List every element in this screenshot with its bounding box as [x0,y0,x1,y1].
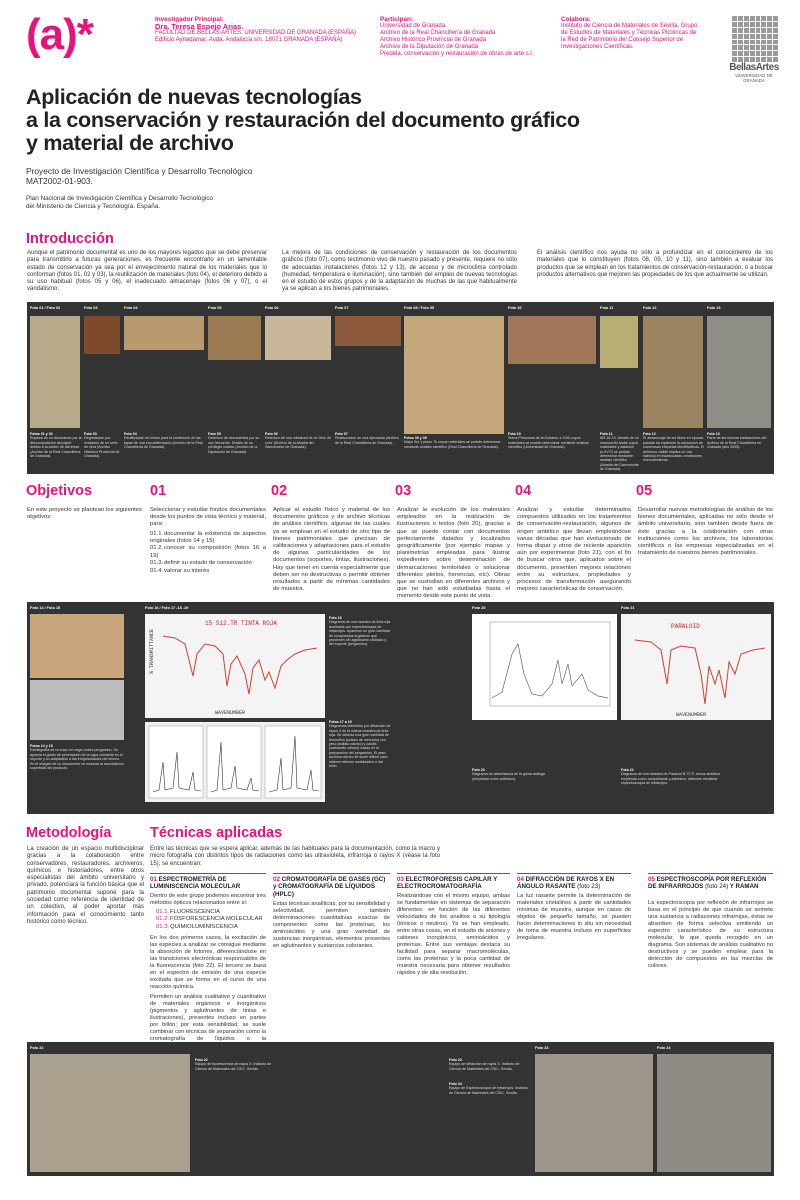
spectrum-title: 15 S12.TR TINTA ROJA [205,620,278,627]
plan [26,195,213,211]
photo-label: Foto 06 [265,306,279,310]
photo-label: Foto 23 [535,1046,549,1050]
paraloid-chart [621,614,771,720]
tecnica-01-list [156,909,266,931]
colabora-line: de Estudios de Materiales y Técnicas Pictóricas de [561,30,697,36]
photo-label: Foto 14 / Foto 15 [30,606,61,610]
photo-label: Foto 16 / Foto 17 -18 -19 [145,606,189,610]
photo-label: Foto 11 [600,306,614,310]
spectrum-svg [145,614,325,718]
photo-04 [124,316,204,350]
photo-label: Foto 20 [472,606,486,610]
photo-label: Foto 22 [30,1046,44,1050]
tecnica-01-text2: Permiten un análisis cualitativo y cuantitativo de materiales orgánicos e inorgánicos (pigmentos y aglutinantes de tintas e ilustraciones), presentes incluso en partes por billón; por esta sensibilidad, se suele combinar con técnicas de separación como la cromatografía de líquidos o la [150,994,266,1043]
caption-title: Foto 11 [600,432,613,436]
title-line: y material de archivo [26,131,234,155]
objetivo-number: 05 [636,483,653,499]
caption-text: Diagramas obtenidos por difracción de rayos X de la misma muestra de tinta roja. Se detecta una gran cantidad de bermellón (sulfuro de mercurio) con yeso (sulfato cálcico) y calcita (carbonato cálcico) usado en la preparación del pergamino. El yeso alumina cálcico se suele utilizar para obtener efectos metalizados o dar brillo. [329,724,391,769]
photo-caption [600,432,640,472]
photo-23 [535,1054,653,1172]
brand-grid-icon [732,16,778,62]
tecnica-01-intro: Dentro de este grupo podemos encontrar tres métodos ópticos relacionados entre sí: [150,893,266,906]
photo-caption [449,1058,531,1071]
photo-band-analysis [27,602,774,814]
photo-label: Foto 24 [657,1046,671,1050]
objetivo-01 [150,507,266,575]
caption-text: Estratigrafía de un trazo en negro sobre pergamino. Se aprecia el grado de penetración de la capa colorante en el soporte y su adaptación a las irregularidades del mismo. En el margen de un documento se muestra la acumulación superficial del producto. [30,748,124,771]
photo-caption [30,744,124,770]
caption-text: Deterioro de una miniatura de un 'libro de coro' (Archivo de la Abadía del Sacromonte de Granada). [265,436,332,450]
photo-22 [30,1054,190,1172]
photo-label: Foto 10 [508,306,522,310]
tecnica-03-text: Realizándose con el mismo equipo, ambas se fundamentan en sistemas de separación diferentes: en función de las diferentes velocidades de los analitos o su tipología (iónicos o neutros). Ya se han empleado, entre otras cosas, en el estudio de aniones y cationes inorgánicos, aminoácidos y proteínas. Entre sus ventajas destaca su facilidad para separar macromoléculas, como las proteínas y la poca cantidad de muestra necesaria para obtener resultados rápidos y de alta resolución. [397,893,510,976]
photo-caption [84,432,122,458]
objetivo-number: 04 [515,483,532,499]
list-item: 01.4.valorar su interés [150,567,210,574]
photo-band-equipment [27,1042,774,1176]
caption-text: Diagrama de una muestra de Paraloid B-72 ®, resina sintética empleada como consolidante y adhesivo, obtenido mediante espectroscopia de infrarrojos. [621,772,720,786]
caption-text: Diagrama de absorbancia de la goma arábiga (empleada como adhesivo). [472,772,545,781]
absorbance-chart [472,614,617,720]
caption-title: Foto 24 [449,1082,462,1086]
subtitle-line: Proyecto de Investigación Científica y Desarrollo Tecnológico [26,166,253,176]
caption-title: Fotos 14 y 15 [30,744,53,748]
objetivo-04: Analizar y estudiar determinados compuestos utilizados en los tratamientos de conservación-restauración, algunos de origen sintético que llevan empleándose varias décadas que han evolucionado de forma dispar y otros de reciente aparición aún por experimentar (foto 21), con el fin de buscar otros que, aplicados sobre el documento, presenten mejores relaciones entre su estructura, propiedades y procesos de transformación asegurando mejores características de conservación. [517,507,631,593]
caption-text: Equipo de fluorescencia de rayos X. Instituto de Ciencia de Materiales del CSIC, Sevilla. [195,1062,272,1071]
objetivo-01-intro: Seleccionar y estudiar fondos documentales desde los puntos de vista técnico y material, para: [150,507,266,528]
caption-title: Foto 12 [643,432,656,436]
intro-col2: La mejora de las condiciones de conservación y restauración de los documentos gráficos (foto 07), como testimonio vivo de nuestro pasado y presente, requiere no sólo de adecuadas instalaciones (fotos 12 y 13), de acceso y de microclima controlado (humedad, temperatura e iluminación), sino también del empleo de nuevas tecnologías en el estudio de estos grupos y de la adaptación de muchas de las que habitualmente ya se aplican a los bienes patrimoniales. [282,250,517,293]
tecnica-05-text: La espectroscopia por reflexión de infrarrojos se basa en el principio de que cuando se somete una sustancia a radiaciones infrarrojas, éstas se absorben de forma selectiva emitiendo un espectro característico de su estructura molecular, lo que queda recogido en un diagrama. Son sistemas de análisis cualitativo no destructivos y se pueden emplear para la detección de compuestos en las mezclas de colores. [648,900,773,969]
photo-15 [30,680,124,740]
caption-text: Degradación por oxidación de un sello de cera (Archivo Histórico Provincial de Granada). [84,436,120,459]
divider [648,873,773,874]
photo-06 [265,316,331,360]
participan-line: Universidad de Granada. [380,23,447,29]
subtitle [26,166,253,186]
photo-13 [707,316,771,428]
list-item: 01.1.documentar la existencia de aspectos originales (fotos 14 y 15) [150,530,266,545]
participan-line: Predela, conservación y restauración de obras de arte s.l. [380,51,534,57]
photo-caption [208,432,262,454]
caption-title: Foto 21 [621,768,634,772]
photo-05 [208,316,261,360]
photo-caption [329,720,391,768]
photo-label: Foto 07 [335,306,349,310]
paraloid-xlabel: WAVENUMBER [676,712,707,718]
brand-name: BellasArtes [729,62,779,73]
objetivos-heading: Objetivos [26,483,93,499]
plan-line: Plan Nacional de Investigación Científica y Desarrollo Tecnológico [26,195,214,202]
objetivos-intro: En este proyecto se plantean los siguientes objetivos: [27,507,142,521]
participan-line: Archivo de la Real Chancillería de Granada [380,30,496,36]
colabora-block [561,16,721,51]
tecnica-01-body [150,893,266,1050]
photo-label: Foto 04 [124,306,138,310]
divider [397,873,510,874]
tecnica-01-title: 01 ESPECTROMETRÍA DE LUMINISCENCIA MOLECULAR [150,876,241,891]
list-item: 01.3.QUIMIOLUMINISCENCIA [156,923,238,930]
caption-title: Fotos 08 y 09 [404,436,427,440]
investigador-block [155,16,365,44]
colabora-line: la Red de Patrimonio del Consejo Superior de [561,37,684,43]
photo-label: Foto 13 [707,306,721,310]
paraloid-title: PARALOID [671,623,700,630]
photo-caption [508,432,596,450]
caption-title: Foto 22 [195,1058,208,1062]
photo-07 [335,316,401,346]
photo-11 [600,316,638,368]
photo-caption [195,1058,275,1071]
participan-line: Archivo Histórico Provincial de Granada [380,37,487,43]
title-line: Aplicación de nuevas tecnologías [26,85,362,109]
caption-title: Foto 03 [84,432,97,436]
photo-caption [472,768,562,781]
caption-title: Foto 16 [329,616,342,620]
photo-band-intro [27,302,774,474]
spectrum-chart [145,614,325,718]
caption-title: Fotos 17 a 19 [329,720,352,724]
caption-title: Foto 05 [208,432,221,436]
participan-label: Participan: [380,16,414,23]
photo-caption [335,432,401,445]
list-item: 01.1.FLUORESCENCIA [156,909,221,915]
investigador-line: FACULTAD DE BELLAS ARTES. UNIVERSIDAD DE GRANADA (ESPAÑA) [155,30,356,36]
chart-frame [490,622,610,706]
colabora-line: Investigaciones Científicas. [561,44,634,50]
caption-title: Foto 13 [707,432,720,436]
caption-title: Foto 06 [265,432,278,436]
absorbance-line [492,644,608,698]
spectrum-ylabel: % TRANSMITTANCE [149,628,155,674]
caption-text: Equipo de Espectroscopía de Infrarrojos. Instituto de Ciencia de Materiales del CSIC, Sevilla. [449,1086,528,1095]
metodologia-heading: Metodología [26,825,112,841]
caption-text: Mapa Sur y plano 7b cuyos materiales se podrán determinar mediante análisis científico (Real Chancillería de Granada). [404,440,501,449]
xrd-panel [207,726,261,798]
participan-block [380,16,550,58]
caption-text: Reutilización de textos para la confección de las tapas de una encuadernación (Archivo de la Real Chancillería de Granada). [124,436,203,450]
brand-sub: UNIVERSIDAD DE GRANADA [735,73,773,83]
xrd-svg [145,722,325,802]
caption-title: Foto 07 [335,432,348,436]
tecnicas-intro: Entre las técnicas que se espera aplicar, además de las habituales para la documentación, como la macro y micro fotografía con distintos tipos de radiaciones como las ultravioleta, infrarroja o rayos X (véase la foto 15), se encuentran: [150,846,440,867]
intro-col1: Aunque el patrimonio documental es uno de los mayores legados que se debe preservar para transmitirlo a futuras generaciones, es frecuente encontrarlo en un lamentable estado de conservación ya sea por el envejecimiento natural de los materiales que lo conforman (fotos 01, 02 y 03), la reutilización de materiales (foto 04), el deterioro debido a su uso habitual (fotos 05 y 06), el inadecuado almacenaje (fotos 06 y 07), o el vandalismo. [27,250,267,293]
photo-caption [30,432,82,458]
photo-10 [508,316,596,364]
objetivo-number: 01 [150,483,167,499]
photo-24 [657,1054,771,1172]
caption-text: Suma Primorosa de la Guitarra, s.XVIII cuyos materiales se podrán determinar mediante análisis científico (Universidad de Granada). [508,436,589,450]
intro-col3: El análisis científico nos ayuda no sólo a profundizar en el conocimiento de los materiales que lo constituyen (fotos 08, 09, 10 y 11), sino también a evaluar los productos que se emplean en los tratamientos de conservación-restauración, o a buscar productos alternativos que mejoren las propiedades de los que actualmente se utilizan. [537,250,773,278]
photo-label: Foto 01 / Foto 02 [30,306,61,310]
caption-text: El almacenaje de los libros en épocas pasada ha implicado la colocación de numerosas etiquetas identificativas. El deterioro visible implica un uso habitual en inadecuadas condiciones microclimáticas. [643,436,705,463]
photo-caption [265,432,331,450]
absorbance-svg [472,614,617,720]
spectrum-xlabel: WAVENUMBER [215,710,246,716]
caption-title: Foto 23 [449,1058,462,1062]
caption-title: Foto 20 [472,768,485,772]
colabora-label: Colabora: [561,16,591,23]
tecnica-02-title: 02 CROMATOGRAFÍA DE GASES (GC) y CROMATOGRAFÍA DE LÍQUIDOS (HPLC) [273,876,386,898]
caption-text: MS 16-13. Detalle de un manuscrito árabe cuyos materiales y datación (s.XVI?) se podrán determinar mediante análisis científico (Abadía del Sacromonte de Granada). [600,436,639,472]
photo-label: Foto 08 / Foto 09 [404,306,435,310]
photo-caption [707,432,771,450]
caption-text: Restauración de una ejecutoria (Archivo de la Real Chancillería de Granada). [335,436,399,445]
intro-heading: Introducción [26,231,114,247]
photo-label: Foto 12 [643,306,657,310]
caption-text: Ruptura de un documento por la descomposición del papel debido a la acidez de las tintas (Archivo de la Real Chancillería de Granada). [30,436,82,459]
caption-title: Foto 04 [124,432,137,436]
tecnica-01-text: En los dos primeros casos, la excitación de las especies a analizar se consigue mediante la absorción de fotones, diferenciándose en las transiciones electrónicas responsables de la fluorescencia (foto 22). El tercero se basa en el espectro de emisión de una especie excitada que se forma en el curso de una reacción química. [150,935,266,991]
paraloid-svg [621,614,771,720]
list-item: 01.3.definir su estado de conservación [150,560,252,567]
tecnica-04-title: 04 DIFRACCIÓN DE RAYOS X EN ÁNGULO RASANTE (foto 23) [517,876,615,891]
photo-label: Foto 21 [621,606,635,610]
photo-caption [404,436,504,449]
photo-01-02 [30,316,80,428]
photo-14 [30,614,124,678]
participan-line: Archivo de la Diputación de Granada [380,44,479,50]
investigador-name: Dra. Teresa Espejo Arias. [155,22,244,31]
colabora-line: Instituto de Ciencia de Materiales de Sevilla. Grupo [561,23,698,29]
tecnica-05-title: 05 ESPECTROSCOPÍA POR REFLEXIÓN DE INFRARROJOS (foto 24) Y RAMAN [648,876,767,891]
divider [273,873,390,874]
plan-line: del Ministerio de Ciencia y Tecnología. España. [26,203,161,210]
list-item: 01.2.FOSFORESCENCIA MOLECULAR [156,916,263,923]
xrd-charts [145,722,325,802]
photo-caption [621,768,721,786]
chart-bg [145,614,325,718]
photo-label: Foto 05 [208,306,222,310]
investigador-line: Edificio Aynadamar. Avda. Andalucía s/n. 18071 GRANADA (ESPAÑA) [155,37,343,43]
photo-label: Foto 03 [84,306,98,310]
photo-caption [643,432,705,463]
objetivo-03: Analizar la evolución de los materiales empleados en la realización de ilustraciones o textos (foto 20), gracias a que se puede contar con documentos perfectamente datados y localizados geográficamente (por ejemplo mapas y planimetrías empleadas para ilustrar expedientes sobre determinación de demarcaciones territoriales o solucionar diferentes pleitos, herencias, etc). Obras que se custodian en diferentes archivos y que no han sido estudiadas hasta el momento desde este punto de vista. [397,507,510,600]
photo-caption [449,1082,531,1095]
divider [517,873,631,874]
title-line: a la conservación y restauración del documento gráfico [26,108,580,132]
brand [726,62,782,83]
tecnica-02-text: Estas técnicas analíticas, por su sensibilidad y selectividad, permiten también determinaciones cuantitativas exactas de componentes como las proteínas, los aminoácidos y una gran variedad de sustancias inorgánicas, elementos presentes en aglutinantes y sustancias colorantes. [273,901,390,949]
investigador-label: Investigador Principal: [155,16,224,23]
page-title [26,86,580,155]
caption-title: Fotos 01 y 02 [30,432,53,436]
objetivo-number: 03 [395,483,412,499]
photo-03 [84,316,120,354]
divider [150,873,266,874]
objetivo-05: Desarrollar nuevas metodologías de análisis de los bienes documentales, aplicadas no sólo desde el ámbito universitario, sino también desde fuera de éste gracias a la colaboración con otras instituciones como los archivos, los laboratorios científicos o las empresas especializadas en el tratamiento de nuestros bienes patrimoniales. [638,507,773,557]
caption-title: Foto 10 [508,432,521,436]
metodologia-text: La creación de un espacio multidisciplinar gracias a la colaboración entre conservadores, restauradores, archiveros, químicos e historiadores, entre otros especialistas del ámbito universitario y privado, potenciará la función básica que el patrimonio documental supone para la sociedad como referencia de identidad de un colectivo, al poder aportar más información para el conocimiento tanto histórico como técnico. [27,846,144,925]
photo-caption [329,616,391,647]
caption-text: Diagrama de una muestra de tinta roja analizada con espectroscopia de infrarrojos. Aparecen un gran cantidad de compuestos orgánicos que provienen del aglutinante utilizado y del soporte (pergamino). [329,620,391,647]
photo-12 [643,316,703,428]
caption-text: Parte de las nuevas instalaciones del Archivo de la Real Chancillería en Granada (año 2005). [707,436,767,450]
caption-text: Equipo de difracción de rayos X. Instituto de Ciencia de Materiales del CSIC, Sevilla. [449,1062,520,1071]
tecnicas-heading: Técnicas aplicadas [150,825,283,841]
objetivo-02: Aplicar al estudio físico y material de los documentos gráficos y de archivo técnicas de análisis científico, algunas de las cuales ya se emplean en el estudio de otro tipo de bienes patrimoniales que precisan de calibraciones y adaptaciones para el estudio de algunas particularidades de los documentos (soportes, tintas, ilustraciones). Hay que tener en cuenta especialmente que deben ser no destructivas o permitir obtener resultados a partir de mínimas cantidades de muestra. [273,507,390,593]
logo: (a)* [26,10,93,59]
subtitle-line: MAT2002-01-903. [26,176,93,186]
tecnica-03-title: 03 ELECTROFORESIS CAPILAR Y ELECTROCROMATOGRAFÍA [397,876,498,891]
photo-08-09 [404,316,504,434]
caption-text: Deterioro de documentos por su uso frecuente. Detalle de un privilegio rodado (Archivo de la Diputación de Granada). [208,436,260,454]
tecnica-04-text: La luz rasante permite la determinación de materiales cristalinos a partir de cantidades mínimas de muestra, aunque en casos de objetos de pequeño tamaño, se pueden hacer determinaciones in situ sin necesidad de toma de muestra incluso en superficies irregulares. [517,893,631,941]
objetivo-number: 02 [271,483,288,499]
photo-caption [124,432,204,450]
list-item: 01.2.conocer su composición (fotos 16 a 19) [150,545,266,559]
objetivo-01-list [150,531,266,575]
